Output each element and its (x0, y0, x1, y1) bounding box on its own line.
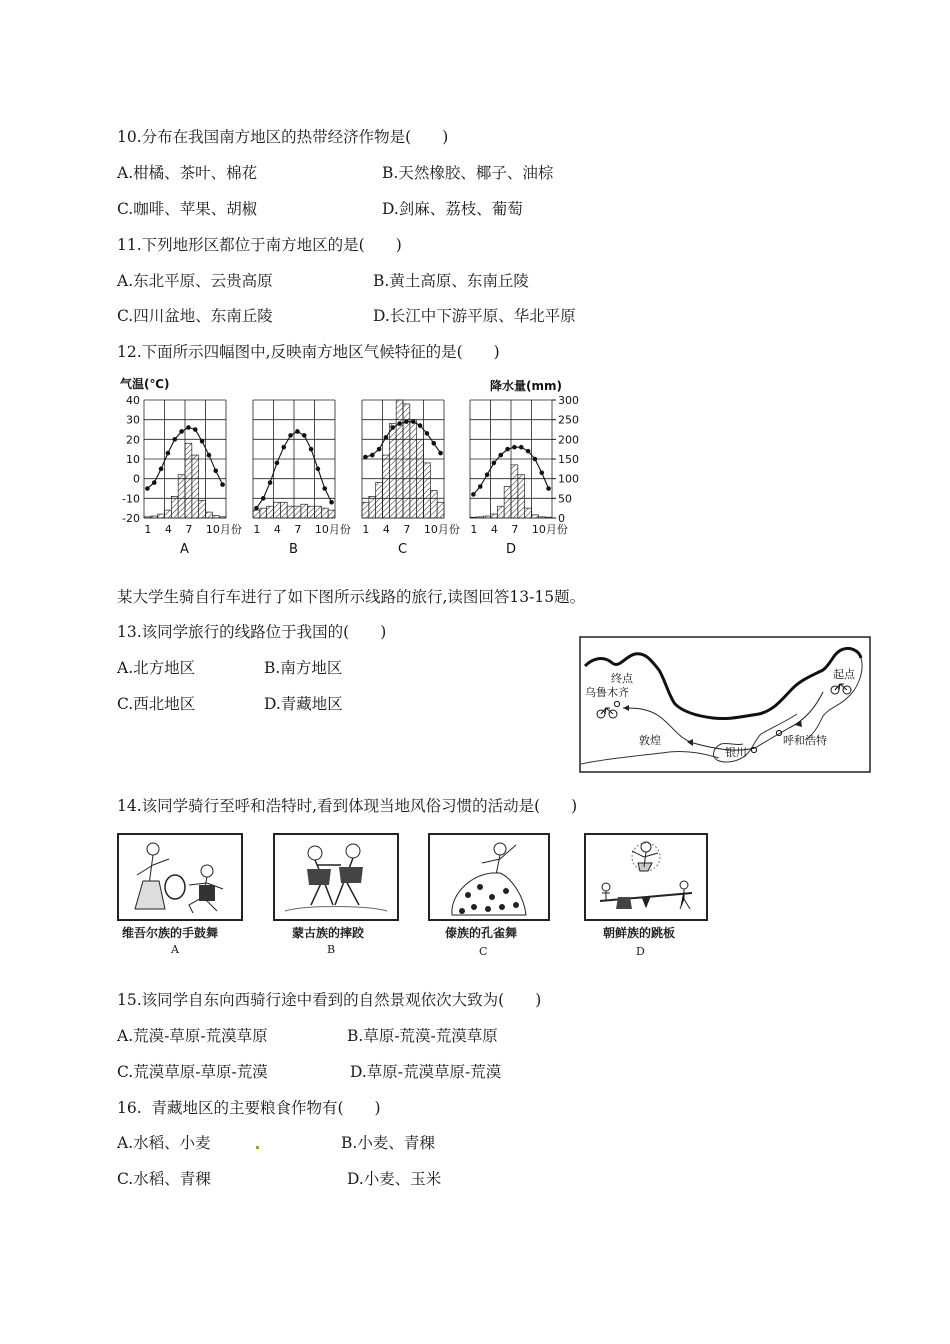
temperature-point (329, 500, 334, 505)
temperature-point (172, 437, 177, 442)
q16-option-a: A.水稻、小麦 (117, 1134, 211, 1152)
temperature-point (193, 427, 198, 432)
temperature-point (254, 506, 259, 511)
precipitation-bar (383, 455, 390, 518)
precipitation-bar (260, 508, 267, 518)
picture-d-korean-seesaw (584, 833, 708, 921)
q15-option-b: B.草原-荒漠-荒漠草原 (347, 1027, 498, 1045)
month-tick-label: 7 (511, 523, 519, 536)
temperature-point (186, 425, 191, 430)
month-tick-label: 7 (294, 523, 302, 536)
q15-option-c: C.荒漠草原-草原-荒漠 (117, 1063, 268, 1081)
precipitation-bar (301, 504, 308, 518)
precipitation-bar (199, 500, 206, 518)
temperature-point (302, 433, 307, 438)
precipitation-bar (437, 502, 444, 518)
q11-stem: 11.下列地形区都位于南方地区的是( ) (117, 236, 402, 254)
picture-c-letter: C (479, 945, 488, 958)
q15-option-d: D.草原-荒漠草原-荒漠 (350, 1063, 502, 1081)
climate-charts (110, 372, 580, 560)
temperature-point (275, 461, 280, 466)
picture-c-dai-peacock-dance (428, 833, 550, 921)
temperature-point (471, 492, 476, 497)
precip-tick-label: 100 (558, 472, 579, 486)
precipitation-bar (165, 510, 172, 518)
month-tick-label: 1 (470, 523, 478, 536)
temp-tick-label: -20 (122, 512, 140, 525)
precipitation-bar (389, 424, 396, 518)
precipitation-bar (206, 512, 213, 518)
city-urumqi: 乌鲁木齐 (585, 686, 629, 699)
temperature-point (418, 423, 423, 428)
q11-option-c: C.四川盆地、东南丘陵 (117, 307, 273, 325)
temperature-point (498, 453, 503, 458)
climate-panel-a (144, 400, 242, 557)
precipitation-bar (171, 496, 178, 518)
panel-label: C (398, 542, 408, 557)
precipitation-bar (545, 517, 552, 518)
city-dunhuang: 敦煌 (639, 734, 661, 747)
precipitation-bar (396, 400, 403, 518)
climate-panel-c (362, 400, 460, 557)
temperature-point (166, 451, 171, 456)
q11-option-d: D.长江中下游平原、华北平原 (373, 307, 576, 325)
precipitation-bar (424, 463, 431, 518)
month-tick-label: 4 (490, 523, 498, 536)
temp-tick-label: 40 (126, 394, 140, 407)
precipitation-bar (178, 475, 185, 518)
precipitation-bar (376, 483, 383, 518)
temperature-point (533, 457, 538, 462)
precipitation-bar (151, 516, 158, 518)
precip-tick-label: 0 (558, 512, 565, 525)
q11-option-a: A.东北平原、云贵高原 (117, 272, 273, 290)
panel-label: D (506, 542, 517, 557)
temperature-point (370, 453, 375, 458)
precipitation-bar (511, 465, 518, 518)
precipitation-bar (477, 517, 484, 518)
precipitation-bar (274, 502, 281, 518)
q10-stem: 10.分布在我国南方地区的热带经济作物是( ) (117, 128, 449, 146)
precipitation-bar (253, 510, 260, 518)
precipitation-bar (308, 506, 315, 518)
temperature-point (526, 449, 531, 454)
temperature-point (152, 480, 157, 485)
temperature-point (546, 486, 551, 491)
temp-tick-label: -10 (122, 492, 140, 506)
temperature-point (485, 472, 490, 477)
picture-a-caption: 维吾尔族的手鼓舞 (122, 926, 219, 940)
q12-stem: 12.下面所示四幅图中,反映南方地区气候特征的是( ) (117, 343, 500, 361)
end-label: 终点 (611, 672, 633, 685)
stray-dot (256, 1146, 259, 1149)
picture-b-caption: 蒙古族的摔跤 (292, 926, 365, 940)
picture-c-caption: 傣族的孔雀舞 (445, 926, 518, 940)
temperature-point (309, 447, 314, 452)
temperature-point (281, 445, 286, 450)
q14-stem: 14.该同学骑行至呼和浩特时,看到体现当地风俗习惯的活动是( ) (117, 797, 578, 815)
q16-stem: 16. 青藏地区的主要粮食作物有( ) (117, 1099, 381, 1117)
precipitation-bar (518, 475, 525, 518)
q11-option-b: B.黄土高原、东南丘陵 (373, 272, 529, 290)
temperature-point (213, 469, 218, 474)
temperature-point (159, 467, 164, 472)
temp-tick-label: 30 (126, 413, 140, 427)
temperature-point (179, 429, 184, 434)
precipitation-bar (267, 506, 274, 518)
month-tick-label: 10月份 (531, 523, 568, 536)
q10-option-b: B.天然橡胶、椰子、油棕 (382, 164, 554, 182)
temperature-point (492, 461, 497, 466)
temperature-point (288, 433, 293, 438)
precipitation-axis-title: 降水量(mm) (490, 379, 562, 393)
temperature-point (207, 453, 212, 458)
q16-option-d: D.小麦、玉米 (347, 1170, 442, 1188)
precipitation-bar (470, 517, 477, 518)
q16-option-c: C.水稻、青稞 (117, 1170, 211, 1188)
precipitation-bar (144, 517, 151, 518)
month-tick-label: 1 (362, 523, 370, 536)
intro-13-15: 某大学生骑自行车进行了如下图所示线路的旅行,读图回答13-15题。 (117, 588, 586, 606)
start-label: 起点 (833, 668, 855, 681)
precipitation-bar (362, 502, 369, 518)
month-tick-label: 7 (403, 523, 411, 536)
temperature-point (268, 480, 273, 485)
month-tick-label: 1 (144, 523, 152, 536)
q13-option-a: A.北方地区 (117, 659, 196, 677)
precipitation-bar (287, 506, 294, 518)
precipitation-bar (504, 487, 511, 518)
temperature-point (220, 482, 225, 487)
temperature-point (411, 419, 416, 424)
precipitation-bar (212, 516, 219, 518)
precip-tick-label: 300 (558, 394, 579, 407)
precip-tick-label: 150 (558, 453, 579, 466)
picture-a-uyghur-drum-dance (117, 833, 243, 921)
temperature-point (322, 486, 327, 491)
month-tick-label: 1 (253, 523, 261, 536)
panel-label: A (180, 542, 189, 557)
temp-tick-label: 10 (126, 453, 140, 466)
precip-tick-label: 200 (558, 433, 579, 447)
temperature-point (438, 451, 443, 456)
temperature-point (377, 447, 382, 452)
temperature-point (404, 419, 409, 424)
temperature-point (316, 467, 321, 472)
picture-b-letter: B (327, 943, 336, 956)
temperature-point (539, 470, 544, 475)
precipitation-bar (497, 506, 504, 518)
temperature-axis-title: 气温(℃) (120, 377, 170, 391)
precipitation-bar (192, 455, 199, 518)
city-hohhot: 呼和浩特 (783, 734, 827, 747)
precipitation-bar (158, 514, 165, 518)
precip-tick-label: 250 (558, 413, 579, 427)
precipitation-bar (417, 439, 424, 518)
precipitation-bar (219, 517, 226, 518)
temp-tick-label: 0 (133, 472, 140, 486)
precipitation-bar (315, 506, 322, 518)
precipitation-bar (280, 502, 287, 518)
precipitation-bar (430, 490, 437, 518)
temperature-point (431, 441, 436, 446)
q13-stem: 13.该同学旅行的线路位于我国的( ) (117, 623, 387, 641)
temp-tick-label: 20 (126, 433, 140, 447)
q10-option-a: A.柑橘、茶叶、棉花 (117, 164, 258, 182)
temperature-point (519, 445, 524, 450)
panel-label: B (289, 542, 298, 557)
month-tick-label: 4 (164, 523, 172, 536)
q10-option-c: C.咖啡、苹果、胡椒 (117, 200, 258, 218)
picture-d-caption: 朝鲜族的跳板 (603, 926, 676, 940)
precipitation-bar (328, 510, 335, 518)
precipitation-bar (294, 506, 301, 518)
month-tick-label: 10月份 (314, 523, 351, 536)
temperature-point (397, 421, 402, 426)
temperature-point (295, 429, 300, 434)
temperature-point (505, 447, 510, 452)
temperature-point (425, 431, 430, 436)
temperature-point (261, 496, 266, 501)
climate-panel-b (253, 400, 351, 557)
month-tick-label: 4 (273, 523, 281, 536)
temperature-point (384, 435, 389, 440)
month-tick-label: 10月份 (205, 523, 242, 536)
route-map (579, 636, 871, 773)
precipitation-bar (538, 517, 545, 518)
temperature-point (478, 484, 483, 489)
temperature-point (512, 445, 517, 450)
q16-option-b: B.小麦、青稞 (341, 1134, 435, 1152)
picture-b-mongolian-wrestling (273, 833, 399, 921)
precipitation-bar (484, 516, 491, 518)
temperature-point (145, 486, 150, 491)
precipitation-bar (185, 443, 192, 518)
temperature-point (200, 439, 205, 444)
temperature-point (390, 425, 395, 430)
precipitation-bar (532, 515, 539, 518)
precipitation-bar (369, 496, 376, 518)
picture-d-letter: D (636, 945, 645, 958)
precipitation-bar (410, 420, 417, 518)
q15-stem: 15.该同学自东向西骑行途中看到的自然景观依次大致为( ) (117, 991, 542, 1009)
precipitation-bar (321, 508, 328, 518)
city-yinchuan: 银川 (725, 746, 747, 759)
picture-a-letter: A (171, 943, 179, 956)
month-tick-label: 4 (382, 523, 390, 536)
temperature-point (363, 455, 368, 460)
precipitation-bar (491, 514, 498, 518)
q13-option-d: D.青藏地区 (264, 695, 343, 713)
q13-option-b: B.南方地区 (264, 659, 343, 677)
month-tick-label: 10月份 (423, 523, 460, 536)
q15-option-a: A.荒漠-草原-荒漠草原 (117, 1027, 268, 1045)
q13-option-c: C.西北地区 (117, 695, 196, 713)
q10-option-d: D.剑麻、荔枝、葡萄 (382, 200, 523, 218)
precip-tick-label: 50 (558, 492, 572, 506)
precipitation-bar (525, 508, 532, 518)
month-tick-label: 7 (185, 523, 193, 536)
